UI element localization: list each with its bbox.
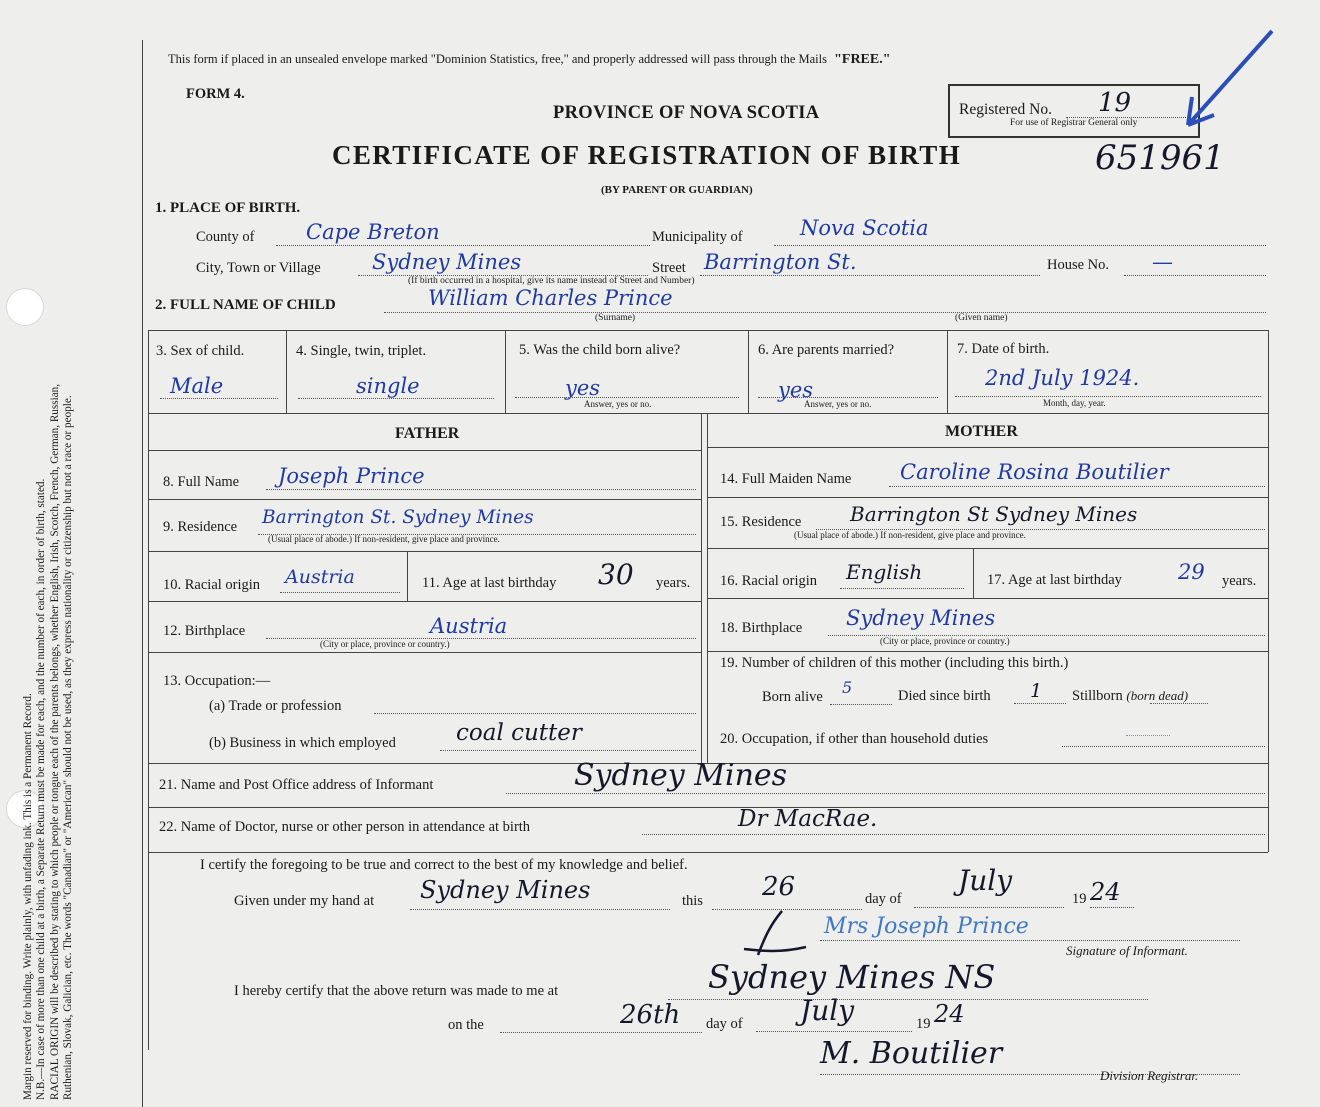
row-rule bbox=[148, 852, 1268, 853]
province-heading: PROVINCE OF NOVA SCOTIA bbox=[553, 103, 820, 123]
mail-notice bbox=[168, 52, 891, 68]
answer-line bbox=[756, 1031, 912, 1032]
answer-line bbox=[266, 489, 696, 490]
died-label: Died since birth bbox=[898, 688, 991, 704]
business-label: (b) Business in which employed bbox=[209, 735, 396, 751]
answer-line bbox=[160, 398, 278, 399]
row-rule bbox=[148, 330, 1268, 331]
sex-label: 3. Sex of child. bbox=[156, 343, 245, 359]
registrar-place: Sydney Mines NS bbox=[708, 958, 996, 996]
plurality-value: single bbox=[356, 374, 420, 398]
born-alive-label: 5. Was the child born alive? bbox=[519, 342, 681, 358]
trade-label: (a) Trade or profession bbox=[209, 698, 342, 714]
answer-line bbox=[668, 999, 1148, 1000]
mother-origin-value: English bbox=[846, 560, 923, 584]
children-count-label: 19. Number of children of this mother (including this birth.) bbox=[720, 655, 1069, 671]
mother-residence-note: (Usual place of abode.) If non-resident, give place and province. bbox=[794, 530, 1026, 540]
certification-statement: I certify the foregoing to be true and correct to the best of my knowledge and belief. bbox=[200, 857, 688, 873]
born-alive-value: yes bbox=[565, 376, 601, 400]
this-label: this bbox=[682, 893, 703, 909]
child-name-line bbox=[384, 312, 1266, 313]
cell-rule bbox=[407, 551, 408, 601]
born-alive-count: 5 bbox=[842, 678, 853, 697]
mother-name-value: Caroline Rosina Boutilier bbox=[900, 460, 1169, 484]
house-label: House No. bbox=[1047, 257, 1110, 273]
father-occupation-label: 13. Occupation:— bbox=[163, 673, 271, 689]
cell-rule bbox=[748, 330, 749, 413]
cert-year-prefix: 19 bbox=[1072, 891, 1087, 907]
answer-line bbox=[955, 396, 1261, 397]
father-years: years. bbox=[656, 575, 691, 591]
mother-birthplace-label: 18. Birthplace bbox=[720, 620, 803, 636]
registrar-year-prefix: 19 bbox=[916, 1016, 931, 1032]
registered-number: 19 bbox=[1098, 88, 1132, 118]
doctor-label: 22. Name of Doctor, nurse or other person in attendance at birth bbox=[159, 819, 531, 835]
cell-rule bbox=[1268, 330, 1269, 852]
father-name-value: Joseph Prince bbox=[278, 464, 425, 488]
mother-name-label: 14. Full Maiden Name bbox=[720, 471, 852, 487]
parents-married-note: Answer, yes or no. bbox=[804, 399, 872, 409]
registrar-month: July bbox=[800, 994, 855, 1027]
cell-rule bbox=[286, 330, 287, 413]
answer-line bbox=[914, 907, 1064, 908]
mother-residence-value: Barrington St Sydney Mines bbox=[850, 502, 1138, 526]
street-line bbox=[700, 275, 1040, 276]
margin-note: RACIAL ORIGIN will be described by stating to which people or tongue each of the parents belongs, whether English, Irish, Scotch, French, German, Russian, bbox=[48, 383, 61, 1100]
house-value: — bbox=[1152, 250, 1173, 274]
mother-age-label: 17. Age at last birthday bbox=[987, 572, 1122, 588]
father-residence-label: 9. Residence bbox=[163, 519, 238, 535]
dob-value: 2nd July 1924. bbox=[985, 366, 1140, 390]
arrow-icon bbox=[1170, 25, 1280, 135]
street-value: Barrington St. bbox=[704, 250, 857, 274]
row-rule bbox=[148, 551, 701, 552]
county-value: Cape Breton bbox=[306, 220, 440, 244]
cell-rule bbox=[947, 330, 948, 413]
row-rule bbox=[148, 499, 701, 500]
form-number: FORM 4. bbox=[186, 86, 245, 102]
signature-stroke-icon bbox=[740, 905, 810, 965]
answer-line bbox=[1062, 746, 1265, 747]
father-birthplace-value: Austria bbox=[430, 614, 508, 638]
registrar-signature: M. Boutilier bbox=[820, 1036, 1003, 1071]
parents-married-value: yes bbox=[778, 378, 814, 402]
parent-divider bbox=[701, 413, 702, 763]
answer-line bbox=[1126, 735, 1170, 736]
registrar-day-of-label: day of bbox=[706, 1016, 743, 1032]
answer-line bbox=[642, 834, 1265, 835]
parent-divider bbox=[707, 413, 708, 763]
father-residence-note: (Usual place of abode.) If non-resident, give place and province. bbox=[268, 534, 500, 544]
informant-value: Sydney Mines bbox=[574, 758, 788, 793]
dob-note: Month, day, year. bbox=[1043, 398, 1106, 408]
answer-line bbox=[1014, 703, 1066, 704]
registered-label: Registered No. bbox=[959, 101, 1052, 118]
row-rule bbox=[707, 651, 1268, 652]
row-rule bbox=[707, 447, 1268, 448]
father-name-label: 8. Full Name bbox=[163, 474, 240, 490]
father-origin-label: 10. Racial origin bbox=[163, 577, 261, 593]
certificate-title: CERTIFICATE OF REGISTRATION OF BIRTH bbox=[332, 140, 962, 170]
cell-rule bbox=[505, 330, 506, 413]
margin-note: N.B.—In case of more than one child at a birth, a Separate Return must be made for each, and the number of each, in order of birth, stated. bbox=[35, 478, 48, 1100]
answer-line bbox=[840, 588, 964, 589]
row-rule bbox=[148, 652, 701, 653]
county-label: County of bbox=[196, 229, 255, 245]
registered-note: For use of Registrar General only bbox=[1010, 118, 1138, 128]
registrar-signature-label: Division Registrar. bbox=[1100, 1068, 1199, 1083]
place-of-birth-heading: 1. PLACE OF BIRTH. bbox=[155, 200, 301, 216]
child-name-label: 2. FULL NAME OF CHILD bbox=[155, 297, 336, 313]
municipality-line bbox=[774, 245, 1266, 246]
sex-value: Male bbox=[170, 374, 224, 398]
answer-line bbox=[374, 713, 696, 714]
given-name-note: (Given name) bbox=[955, 313, 1008, 323]
hospital-note: (If birth occurred in a hospital, give its name instead of Street and Number) bbox=[408, 276, 695, 286]
answer-line bbox=[506, 793, 1265, 794]
father-age-value: 30 bbox=[598, 558, 634, 591]
answer-line bbox=[1150, 703, 1208, 704]
father-birthplace-note: (City or place, province or country.) bbox=[320, 639, 450, 649]
parents-married-label: 6. Are parents married? bbox=[758, 342, 895, 358]
cert-month: July bbox=[958, 864, 1013, 897]
mother-years: years. bbox=[1222, 573, 1257, 589]
mother-occupation-label: 20. Occupation, if other than household duties bbox=[720, 731, 989, 747]
given-place: Sydney Mines bbox=[420, 876, 591, 904]
answer-line bbox=[758, 397, 938, 398]
surname-note: (Surname) bbox=[595, 313, 636, 323]
answer-line bbox=[280, 592, 400, 593]
doctor-value: Dr MacRae. bbox=[738, 806, 878, 832]
margin-note: Margin reserved for binding. Write plainly, with unfading ink. This is a Permanent Record. bbox=[22, 693, 34, 1100]
mother-birthplace-value: Sydney Mines bbox=[846, 606, 996, 630]
business-value: coal cutter bbox=[456, 720, 582, 746]
municipality-value: Nova Scotia bbox=[800, 216, 929, 240]
city-value: Sydney Mines bbox=[372, 250, 522, 274]
county-line bbox=[276, 245, 650, 246]
father-residence-value: Barrington St. Sydney Mines bbox=[262, 507, 534, 528]
city-label: City, Town or Village bbox=[196, 260, 321, 276]
registrar-year-suffix: 24 bbox=[934, 1000, 965, 1028]
certificate-subtitle: (BY PARENT OR GUARDIAN) bbox=[601, 184, 753, 196]
mother-origin-label: 16. Racial origin bbox=[720, 573, 818, 589]
stillborn-note: (born dead) bbox=[1126, 688, 1189, 703]
row-rule bbox=[148, 807, 1268, 808]
mail-notice-free: "FREE." bbox=[834, 52, 891, 67]
given-under-label: Given under my hand at bbox=[234, 893, 375, 909]
born-alive-note: Answer, yes or no. bbox=[584, 399, 652, 409]
father-origin-value: Austria bbox=[285, 566, 355, 588]
signature-line bbox=[820, 940, 1240, 941]
row-rule bbox=[148, 413, 1268, 414]
row-rule bbox=[148, 601, 701, 602]
row-rule bbox=[148, 450, 701, 451]
municipality-label: Municipality of bbox=[652, 229, 743, 245]
answer-line bbox=[830, 704, 892, 705]
margin-notes bbox=[22, 20, 75, 1100]
mother-residence-label: 15. Residence bbox=[720, 514, 802, 530]
informant-signature-label: Signature of Informant. bbox=[1066, 943, 1188, 958]
row-rule bbox=[707, 497, 1268, 498]
certificate-number: 651961 bbox=[1095, 138, 1225, 178]
house-line bbox=[1124, 275, 1266, 276]
informant-label: 21. Name and Post Office address of Informant bbox=[159, 777, 434, 793]
mother-birthplace-note: (City or place, province or country.) bbox=[880, 636, 1010, 646]
stillborn-text: Stillborn bbox=[1072, 688, 1123, 704]
answer-line bbox=[515, 397, 739, 398]
answer-line bbox=[298, 398, 494, 399]
mother-heading: MOTHER bbox=[945, 423, 1018, 440]
answer-line bbox=[440, 750, 696, 751]
child-name-value: William Charles Prince bbox=[428, 286, 673, 310]
cell-rule bbox=[148, 330, 149, 1050]
answer-line bbox=[1090, 907, 1134, 908]
answer-line bbox=[500, 1032, 702, 1033]
dob-label: 7. Date of birth. bbox=[957, 341, 1050, 357]
born-alive-count-label: Born alive bbox=[762, 689, 823, 705]
mother-age-value: 29 bbox=[1178, 560, 1205, 584]
cell-rule bbox=[973, 548, 974, 598]
cert-day: 26 bbox=[762, 872, 796, 902]
binding-margin-rule bbox=[142, 40, 143, 1107]
father-age-label: 11. Age at last birthday bbox=[422, 575, 557, 591]
registrar-day: 26th bbox=[620, 1000, 681, 1030]
mail-notice-text: This form if placed in an unsealed envelope marked "Dominion Statistics, free," and properly addressed will pass through the Mails bbox=[168, 52, 827, 66]
plurality-label: 4. Single, twin, triplet. bbox=[296, 343, 427, 359]
cert-year-suffix: 24 bbox=[1090, 878, 1121, 906]
father-heading: FATHER bbox=[395, 425, 460, 442]
day-of-label: day of bbox=[865, 891, 902, 907]
street-label: Street bbox=[652, 260, 686, 276]
margin-note: Ruthenian, Slovak, Galician, etc. The words "Canadian" or "American" should not be used, as they express nationality or citizenship but not a race or people. bbox=[61, 395, 74, 1100]
row-rule bbox=[707, 598, 1268, 599]
on-the-label: on the bbox=[448, 1017, 484, 1033]
answer-line bbox=[410, 909, 670, 910]
father-birthplace-label: 12. Birthplace bbox=[163, 623, 246, 639]
died-count: 1 bbox=[1030, 680, 1043, 702]
informant-signature: Mrs Joseph Prince bbox=[824, 914, 1029, 939]
registrar-statement: I hereby certify that the above return was made to me at bbox=[234, 983, 559, 999]
answer-line bbox=[889, 486, 1265, 487]
row-rule bbox=[707, 548, 1268, 549]
